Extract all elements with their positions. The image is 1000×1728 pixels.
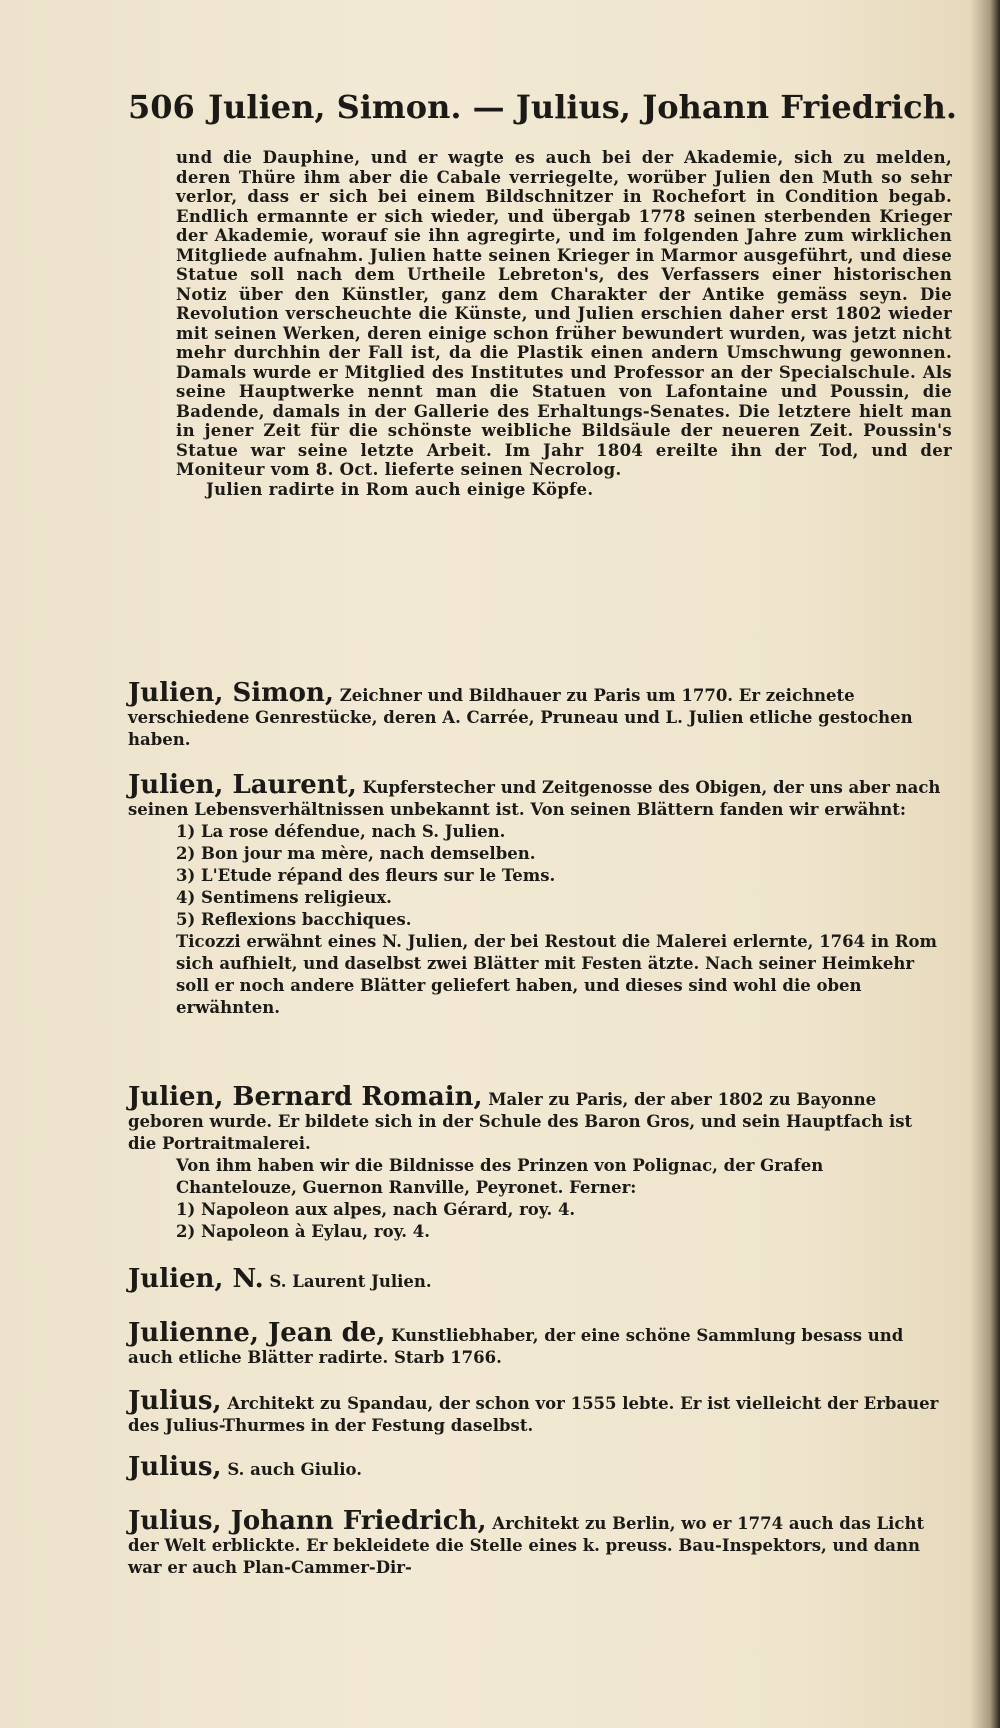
list-item: 4) Sentimens religieux. (176, 888, 392, 907)
entry-text: Architekt zu Spandau, der schon vor 1555 lebte. Er ist vielleicht der Erbauer des Julius-Thurmes in der Festung daselbst. (128, 1394, 939, 1435)
entry-julienne-jean (128, 1318, 946, 1369)
continued-text (176, 148, 952, 499)
entry-name: Julien, Bernard Romain, (128, 1082, 483, 1112)
list-item: 1) La rose défendue, nach S. Julien. (176, 822, 506, 841)
entry-text: Kupferstecher und Zeitgenosse des Obigen, der uns aber nach seinen Lebensverhältnissen unbekannt ist. Von seinen Blättern fanden wir erwähnt: (128, 778, 941, 819)
entry-text: Kunstliebhaber, der eine schöne Sammlung besass und auch etliche Blätter radirte. Starb 1766. (128, 1326, 904, 1367)
entry-name: Julien, Simon, (128, 678, 334, 708)
entry-name: Julius, (128, 1386, 222, 1416)
continued-last-line: Julien radirte in Rom auch einige Köpfe. (206, 479, 594, 499)
entry-julius-johann-friedrich (128, 1506, 946, 1579)
entry-text: Architekt zu Berlin, wo er 1774 auch das Licht der Welt erblickte. Er bekleidete die Stelle eines k. preuss. Bau-Inspektors, und dann war er auch Plan-Cammer-Dir- (128, 1514, 925, 1577)
entry-note: Von ihm haben wir die Bildnisse des Prinzen von Polignac, der Grafen Chantelouze, Guernon Ranville, Peyronet. Ferner: (176, 1156, 824, 1197)
entry-note: Ticozzi erwähnt eines N. Julien, der bei Restout die Malerei erlernte, 1764 in Rom sich aufhielt, und daselbst zwei Blätter mit Festen ätzte. Nach seiner Heimkehr soll er noch andere Blätter geliefert haben, und dieses sind wohl die oben erwähnten. (176, 932, 938, 1017)
list-item: 2) Napoleon à Eylau, roy. 4. (176, 1222, 431, 1241)
list-item: 3) L'Etude répand des fleurs sur le Tems. (176, 866, 556, 885)
entry-name: Julien, N. (128, 1264, 264, 1294)
entry-text: Maler zu Paris, der aber 1802 zu Bayonne geboren wurde. Er bildete sich in der Schule des Baron Gros, und sein Hauptfach ist die Portraitmalerei. (128, 1090, 913, 1153)
entry-name: Julius, (128, 1452, 222, 1482)
page-header (128, 88, 958, 132)
page-number: 506 (128, 88, 195, 126)
works-list (128, 1199, 946, 1243)
entry-julien-laurent (128, 770, 946, 1019)
entry-text: S. Laurent Julien. (269, 1272, 432, 1291)
list-item: 5) Reflexions bacchiques. (176, 910, 412, 929)
entry-name: Julien, Laurent, (128, 770, 357, 800)
entry-julien-simon (128, 678, 946, 751)
list-item: 1) Napoleon aux alpes, nach Gérard, roy. 4. (176, 1200, 576, 1219)
entry-text: S. auch Giulio. (227, 1460, 362, 1479)
running-title: Julien, Simon. — Julius, Johann Friedrich. (208, 88, 958, 126)
entry-name: Julienne, Jean de, (128, 1318, 386, 1348)
entry-name: Julius, Johann Friedrich, (128, 1506, 487, 1536)
list-item: 2) Bon jour ma mère, nach demselben. (176, 844, 536, 863)
entry-text: Zeichner und Bildhauer zu Paris um 1770. Er zeichnete verschiedene Genrestücke, deren A. Carrée, Pruneau und L. Julien etliche gestochen haben. (128, 686, 913, 749)
entry-julius-spandau (128, 1386, 946, 1437)
works-list (128, 821, 946, 931)
entry-julius-giulio (128, 1452, 946, 1482)
entry-julien-n (128, 1264, 946, 1294)
continued-paragraph: und die Dauphine, und er wagte es auch bei der Akademie, sich zu melden, deren Thüre ihm aber die Cabale verriegelte, worüber Julien den Muth so sehr verlor, dass er sich bei einem Bildschnitzer in Rochefort in Condition begab. Endlich ermannte er sich wieder, und übergab 1778 seinen sterbenden Krieger der Akademie, worauf sie ihn agregirte, und im folgenden Jahre zum wirklichen Mitgliede aufnahm. Julien hatte seinen Krieger in Marmor ausgeführt, und diese Statue soll nach dem Urtheile Lebreton's, des Verfassers einer historischen Notiz über den Künstler, ganz dem Charakter der Antike gemäss seyn. Die Revolution verscheuchte die Künste, und Julien erschien daher erst 1802 wieder mit seinen Werken, deren einige schon früher bewundert wurden, was jetzt nicht mehr durchhin der Fall ist, da die Plastik einen andern Umschwung gewonnen. Damals wurde er Mitglied des Institutes und Professor an der Specialschule. Als seine Hauptwerke nennt man die Statuen von Lafontaine und Poussin, die Badende, damals in der Gallerie des Erhaltungs-Senates. Die letztere hielt man in jener Zeit für die schönste weibliche Bildsäule der neueren Zeit. Poussin's Statue war seine letzte Arbeit. Im Jahr 1804 ereilte ihn der Tod, und der Moniteur vom 8. Oct. lieferte seinen Necrolog. (176, 148, 952, 479)
entry-julien-bernard-romain (128, 1082, 946, 1243)
